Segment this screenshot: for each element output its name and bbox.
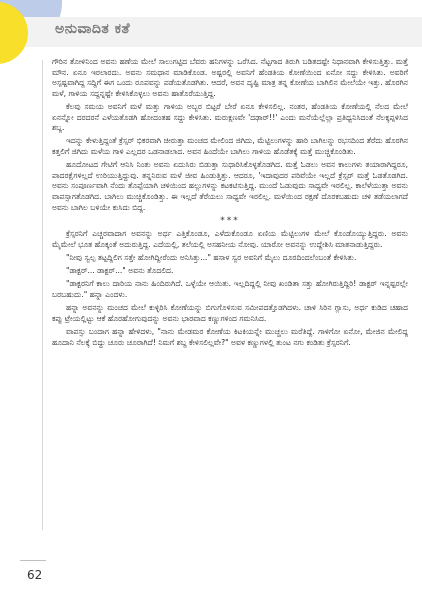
paragraph: ಹೂದೋಟದ ಗೇಟಿಗೆ ಆನಿಸಿ ನಿಂತು ಅವನು ಏದುಸಿರು ಬಿಡುತ್ತಾ ಸುಧಾರಿಸಿಕೊಳ್ಳತೊಡಗಿದ. ಮತ್ತೆ ಓಡಲು ಅವನ ಕಾಲುಗಳು ತಯಾರಾಗಿದ್ದರೂ, ಪಾದರಕ್ಷೆಗಳಿಲ್ಲದೆ ಉರಿಯುತ್ತಿದ್ದುವು. ತನ್ನನಿರುವ ಮಳೆ ಜೀವ ಹಿಂಡುತ್ತಿತ್ತು. ಆದರೂ, 'ಇದಾವುದರ ಪರಿವೆಯೇ ಇಲ್ಲದೆ ಕ್ರೆಸ್ಸರ್ ಮತ್ತೆ ಓಡತೊಡಗಿದ. ಅವನು ಸಂಪೂರ್ಣವಾಗಿ ನೆಂದು ತೊಪ್ಪೆಯಾಗಿ ಚಳಿಯಿಂದ ಹಲ್ಲುಗಳನ್ನು ಕಟಕಟಿಸುತ್ತಿದ್ದ. ಮುಂದೆ ಓಡುವುದು ಸಾಧ್ಯವೇ ಇರಲಿಲ್ಲ. ಕಾಲೆಳೆಯುತ್ತಾ ಅವನು ವಾಪಸ್ಸಾಗತೊಡಗಿದ. ಬಾಗಿಲು ಮುಚ್ಚಿಕೊಂಡಿತ್ತು. ಈ ಇಲ್ಲದೆ ತೆರೆಯಲು ಸಾಧ್ಯವೇ ಇರಲಿಲ್ಲ. ಮಳೆಯಿಂದ ರಕ್ಷಣೆ ದೊರಕಬಹುದು ಚಳಿ ತಡೆಯಲಾಗದೆ ಅವನು ಬಾಗಿಲ ಬಳಿಯೇ ಕುಸಿದು ಬಿದ್ದ.	[52, 160, 408, 212]
paragraph: "ಡಾಕ್ಟರ್... ಡಾಕ್ಟರ್..." ಅವನು ತೊದಲಿದ.	[66, 266, 174, 276]
page-number: 62	[27, 568, 43, 582]
paragraph: "ನೀವು ಸ್ವಲ್ಪ ತಟ್ಟದ್ದಿಲಿಗ ಸತ್ತೇ ಹೋಗಿದ್ದೀರೆಂದು ಅನಿಸಿತ್ತು..." ಹಸಾಳ ಸ್ವರ ಅವನಿಗೆ ಮೈಲು ದೂರದಿಂದಲೆಂಬಂತೆ ಕೇಳಿಸಿತು.	[66, 253, 357, 263]
paragraph: ಕ್ರೆಸ್ಸರನಿಗೆ ಎಚ್ಚರವಾದಾಗ ಅವನನ್ನು ಅರ್ಧ ಎತ್ತಿಕೊಂಡೂ, ಎಳೆದುಕೊಂಡೂ ಏಣಿಯ ಮೆಟ್ಟಿಲುಗಳ ಮೇಲೆ ಕೊಂಡೊಯ್ಯುತ್ತಿದ್ದರು. ಅವನು ಮೈಮೇಲೆ ಭೂತ ಹೊಕ್ಕಂತೆ ಅದುರುತ್ತಿದ್ದ. ಎದೆಯಲ್ಲಿ, ತಲೆಯಲ್ಲಿ ಅಸಹನೀಯ ನೋವು. ಯಾರೋ ಅವನನ್ನು ಉದ್ದೇಶಿಸಿ ಮಾತನಾಡುತ್ತಿದ್ದರು.	[52, 229, 408, 249]
section-title: ಅನುವಾದಿತ ಕತೆ	[55, 21, 131, 37]
story-body	[52, 57, 408, 351]
paragraph: ಹನ್ನಾ ಅವನನ್ನು ಮಂಚದ ಮೇಲೆ ಕುಳ್ಳಿರಿಸಿ ಕೋಣೆಯನ್ನು ಬಿಗುಗೊಳಿಸುವ ಸಮೀಪದತ್ತೊಡಗಿದಳು. ಚಾಳಿ ಸಿರಿನ ಗ್ಲಾಸು, ಅರ್ಧ ಕುಡಿದ ಚಹಾದ ಕಪ್ಪು ಟ್ರೇಯಲ್ಲಿಟ್ಟು ಆಕೆ ಹೊರಹೋಗುವುದನ್ನು ಅವನು ಭಾರವಾದ ಕಣ್ಣುಗಳಿಂದ ಗಮನಿಸಿದ.	[52, 303, 408, 323]
paragraph: ಇದನ್ನು ಕೇಳುತ್ತಿದ್ದಂತೆ ಕ್ರೆಸ್ಸರ್ ಭಿಕರವಾಗಿ ಚೀರುತ್ತಾ ಮಂಚದ ಮೇಲಿಂದ ಜಿಗಿದು, ಮೆಟ್ಟಿಲುಗಳನ್ನು ಹಾರಿ ಬಾಗಿಲನ್ನು ರಭಸದಿಂದ ತೆರೆದು ಹೊರಗಿನ ಕತ್ತಲಿಗೆ ಜಿಗಿದು ಮಳೆಯ ಗಾಳಿ ಎಲ್ಲದರ ಒಡನಾಡಲಾದ. ಅವನ ಹಿಂದೆಯೇ ಬಾಗಿಲು ಗಾಳಿಯ ಹೊಡೆತಕ್ಕೆ ಮತ್ತೆ ಮುಚ್ಚಿಕೊಂಡಿತು.	[52, 136, 408, 156]
paragraph: ವಾಪಸ್ಸು ಬಂದಾಗ ಹನ್ನಾ ಹೇಳಿದಳು, "ನಾನು ಮೇಡಮರ ಕೋಣೆಯ ಕಿಟಕಿಯನ್ನೇ ಮುಚ್ಚಲು ಮರೆತಿದ್ದೆ. ಗಾಳಿಗೋ ಏನೋ, ಮೇಜಿನ ಮೇಲಿದ್ದ ಹೂದಾನಿ ನೆಲಕ್ಕೆ ಬಿದ್ದು ಚೂರು ಚೂರಾಗಿದೆ! ನಿಮಗೆ ಶಬ್ದ ಕೇಳಿಸಲಿಲ್ಲವೇ?" ಅವಳ ಕಣ್ಣುಗಳಲ್ಲಿ ತುಂಟ ನಗು ಕಂಡಿತು ಕ್ರೆಸ್ಸರನಿಗೆ.	[52, 327, 408, 347]
page-number-rule	[20, 560, 46, 561]
paragraph: ಕೆಲವು ಸಮಯ ಅವನಿಗೆ ಮಳೆ ಮತ್ತು ಗಾಳಿಯ ಅಬ್ಬರ ಬಿಟ್ಟರೆ ಬೇರೆ ಏನೂ ಕೇಳಿಸಲಿಲ್ಲ. ನಂತರ, ಹೆಂಡತಿಯ ಕೋಣೆಯಲ್ಲಿ ನೆಲದ ಮೇಲೆ ಏನನ್ನೋ ದರದರನೆ ಎಳೆಯತೊಡಗಿ ಹೋದಂತಹ ಸದ್ದು ಕೇಳಿಸಿತು. ಮರುಕ್ಷಣವೇ 'ದಢಾರ್!!' ಎಂದು ಮನೆಯೆಲ್ಲೆಲ್ಲಾ ಪ್ರತಿಧ್ವನಿಸಿದಂತೆ ನೆಲಕ್ಕಪ್ಪಳಿಸಿದ ಶಬ್ದ.	[52, 101, 408, 133]
section-separator: ***	[220, 215, 240, 226]
margin-rule	[42, 60, 43, 530]
paragraph: "ಡಾಕ್ಟರನಿಗೆ ಕಾಲು ದಾರಿಯ ನಾನು ಹಿಂದಿರುಗಿದೆ. ಒಳ್ಳೆಯೇ ಆಯಿತು. ಇಲ್ಲದಿದ್ದಲ್ಲಿ ನೀವು ಖಂಡಿತಾ ಸತ್ತು ಹೋಗಿರುತ್ತಿದ್ದಿರಿ! ಡಾಕ್ಟರ್ ಇನ್ನಷ್ಟರಲ್ಲೇ ಬರಬಹುದು." ಹನ್ನಾ ಎಂದಳು.	[52, 279, 408, 300]
paragraph: ಗೌರಿನ ತೋಳಿನಿಂದ ಅವನು ಹಣೆಯ ಮೇಲೆ ಸಾಲುಗಟ್ಟಿದ ಬೆವರು ಹನಿಗಳನ್ನು ಒರೆಸಿದ. ನೆಟ್ಟಗಾದ ತಿರುಗಿ ಬಡಿತದಷ್ಟೇ ನಿಧಾನವಾಗಿ ಕೇಳಿಸುತ್ತಿತ್ತು. ಮತ್ತೆ ಮೌನ. ಏನೂ ಇರಲಾರದು. ಅವನು ಸಮಧಾನ ಮಾಡಿಕೊಂಡ. ಅಷ್ಟರಲ್ಲಿ ಅವನಿಗೆ ಹೆಂಡತಿಯ ಕೋಣೆಯಿಂದ ಏನೋ ಸದ್ದು ಕೇಳಿಸಿತು. ಅವರಿಗೆ ಅಸ್ಪಷ್ಟವಾಗಿದ್ದ ಸದ್ದಿಗೆ ಈಗ ಒಂದು ರೂಪವನ್ನು ಪಡೆಯತೊಡಗಿತು. ಆದರೆ, ಅವನ ದೃಷ್ಟಿ ಮಾತ್ರ ತನ್ನ ಕೋಣೆಯ ಬಾಗಿಲಿನ ಮೇಲೆಯೇ ಇತ್ತು. ಹೊರಗಿನ ಮಳೆ, ಗಾಳಿಯ ಸದ್ದನ್ನಷ್ಟೇ ಕೇಳಿಸಿಕೊಳ್ಳಲು ಅವನು ಹಾತೊರೆಯುತ್ತಿದ್ದ.	[52, 57, 408, 98]
